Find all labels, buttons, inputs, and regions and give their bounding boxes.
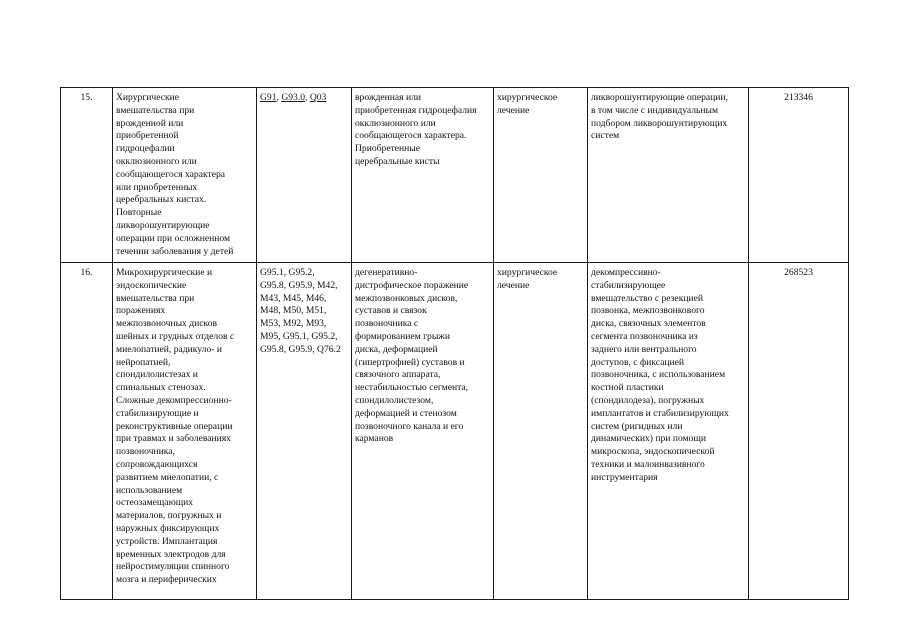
patient-model: врожденная или приобретенная гидроцефалия окклюзионного или сообщающегося характера. Приобретенные церебральные кисты	[355, 92, 477, 167]
treatment-type: хирургическое лечение	[497, 267, 558, 291]
icd-code-link[interactable]: Q03	[309, 92, 327, 103]
treatment-type: хирургическое лечение	[497, 92, 558, 116]
intervention-cell	[113, 88, 257, 263]
financial-standard: 213346	[784, 92, 813, 103]
row-number-cell	[61, 263, 113, 600]
intervention-cell	[113, 263, 257, 600]
icd-codes-cell	[257, 88, 352, 263]
code-separator: ,	[305, 92, 310, 103]
icd-codes: G95.1, G95.2, G95.8, G95.9, M42, M43, M45, M46, M48, M50, M51, M53, M92, M93, M95, G95.1, G95.2, G95.8, G95.9, Q76.2	[260, 267, 341, 355]
financial-standard: 268523	[784, 267, 813, 278]
financial-standard-cell	[749, 263, 849, 600]
patient-model-cell	[352, 88, 494, 263]
medical-services-table	[60, 87, 849, 600]
icd-code-link[interactable]: G91	[260, 92, 277, 103]
row-number-cell	[61, 88, 113, 263]
icd-code-link[interactable]: G93.0	[281, 92, 306, 103]
treatment-type-cell	[494, 88, 588, 263]
treatment-method: декомпрессивно- стабилизирующее вмешательство с резекцией позвонка, межпозвонкового диска, связочных элементов сегмента позвоночника из заднего или вентрального доступов, с фиксацией позвоночника, с использованием костной пластики (спондилодеза), погружных имплантатов и стабилизирующих систем (ригидных или динамических) при помощи микроскопа, эндоскопической техники и малоинвазивного инструментария	[591, 267, 729, 483]
treatment-type-cell	[494, 263, 588, 600]
treatment-method: ликворошунтирующие операции, в том числе с индивидуальным подбором ликворошунтирующих систем	[591, 92, 728, 142]
treatment-method-cell	[588, 263, 749, 600]
table-row	[61, 263, 849, 600]
financial-standard-cell	[749, 88, 849, 263]
patient-model-cell	[352, 263, 494, 600]
treatment-method-cell	[588, 88, 749, 263]
intervention-name: Микрохирургические и эндоскопические вмешательства при поражениях межпозвоночных дисков шейных и грудных отделов с миелопатией, радикуло- и нейропатией, спондилолистезах и спинальных стенозах. Сложные декомпрессионно- стабилизирующие и реконструктивные операции при травмах и заболеваниях позвоночника, сопровождающихся развитием миелопатии, с использованием остеозамещающих материалов, погружных и наружных фиксирующих устройств. Имплантация временных электродов для нейростимуляции спинного мозга и периферических	[116, 267, 235, 586]
icd-codes-cell	[257, 263, 352, 600]
row-number: 15.	[80, 92, 93, 103]
row-number: 16.	[80, 267, 93, 278]
code-separator: ,	[276, 92, 282, 103]
table-row	[61, 88, 849, 263]
intervention-name: Хирургические вмешательства при врожденной или приобретенной гидроцефалии окклюзионного или сообщающегося характера или приобретенных церебральных кистах. Повторные ликворошунтирующие операции при осложненном течении заболевания у детей	[116, 92, 234, 257]
patient-model: дегенеративно- дистрофическое поражение межпозвонковых дисков, суставов и связок позвоночника с формированием грыжи диска, деформацией (гипертрофией) суставов и связочного аппарата, нестабильностью сегмента, спондилолистезом, деформацией и стенозом позвоночного канала и его карманов	[355, 267, 469, 445]
